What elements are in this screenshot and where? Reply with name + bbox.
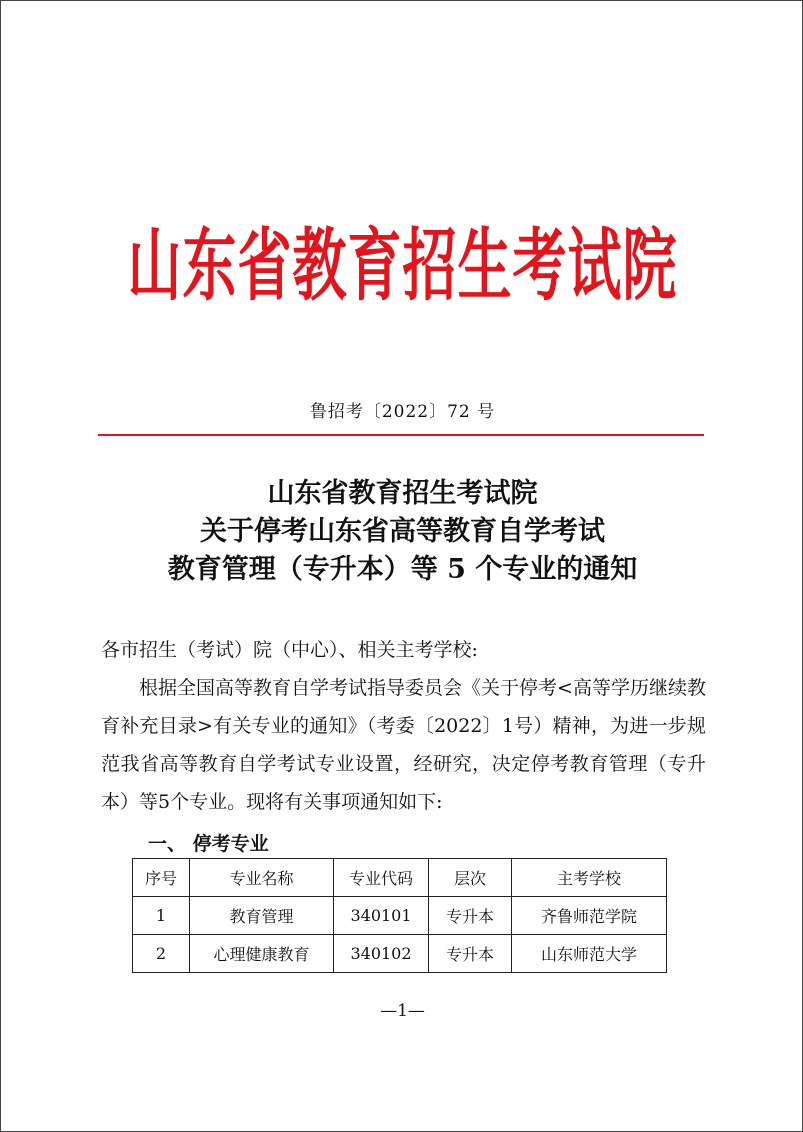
table-cell: 心理健康教育 — [190, 935, 334, 973]
title-line-3: 教育管理（专升本）等 5 个专业的通知 — [167, 554, 638, 585]
salutation: 各市招生（考试）院（中心）、相关主考学校: — [101, 639, 478, 661]
red-divider — [98, 434, 704, 436]
title-line-2: 关于停考山东省高等教育自学考试 — [200, 516, 605, 547]
table-row — [133, 897, 667, 935]
table-row — [133, 935, 667, 973]
majors-table — [132, 858, 667, 973]
table-cell: 专升本 — [429, 935, 512, 973]
table-cell: 340101 — [334, 897, 429, 935]
header-cell: 主考学校 — [512, 859, 667, 897]
table-cell: 专升本 — [429, 897, 512, 935]
header-cell: 专业代码 — [334, 859, 429, 897]
masthead: 山东省教育招生考试院 — [127, 220, 678, 312]
title-line-1: 山东省教育招生考试院 — [267, 478, 538, 509]
notice-body — [101, 631, 706, 821]
body-paragraph: 根据全国高等教育自学考试指导委员会《关于停考<高等学历继续教育补充目录>有关专业的通知》（考委〔2022〕1号）精神，为进一步规范我省高等教育自学考试专业设置，经研究，决定停考教育管理（专升本）等5个专业。现将有关事项通知如下: — [101, 677, 706, 813]
notice-title — [1, 475, 803, 589]
header-cell: 序号 — [133, 859, 190, 897]
header-cell: 专业名称 — [190, 859, 334, 897]
page-number: —1— — [380, 1001, 425, 1021]
table-cell: 1 — [133, 897, 190, 935]
section-heading: 一、 停考专业 — [148, 833, 269, 855]
table-cell: 2 — [133, 935, 190, 973]
table-cell: 教育管理 — [190, 897, 334, 935]
document-number: 鲁招考〔2022〕72 号 — [309, 402, 496, 422]
table-cell: 齐鲁师范学院 — [512, 897, 667, 935]
table-cell: 340102 — [334, 935, 429, 973]
header-cell: 层次 — [429, 859, 512, 897]
table-header-row — [133, 859, 667, 897]
table-cell: 山东师范大学 — [512, 935, 667, 973]
